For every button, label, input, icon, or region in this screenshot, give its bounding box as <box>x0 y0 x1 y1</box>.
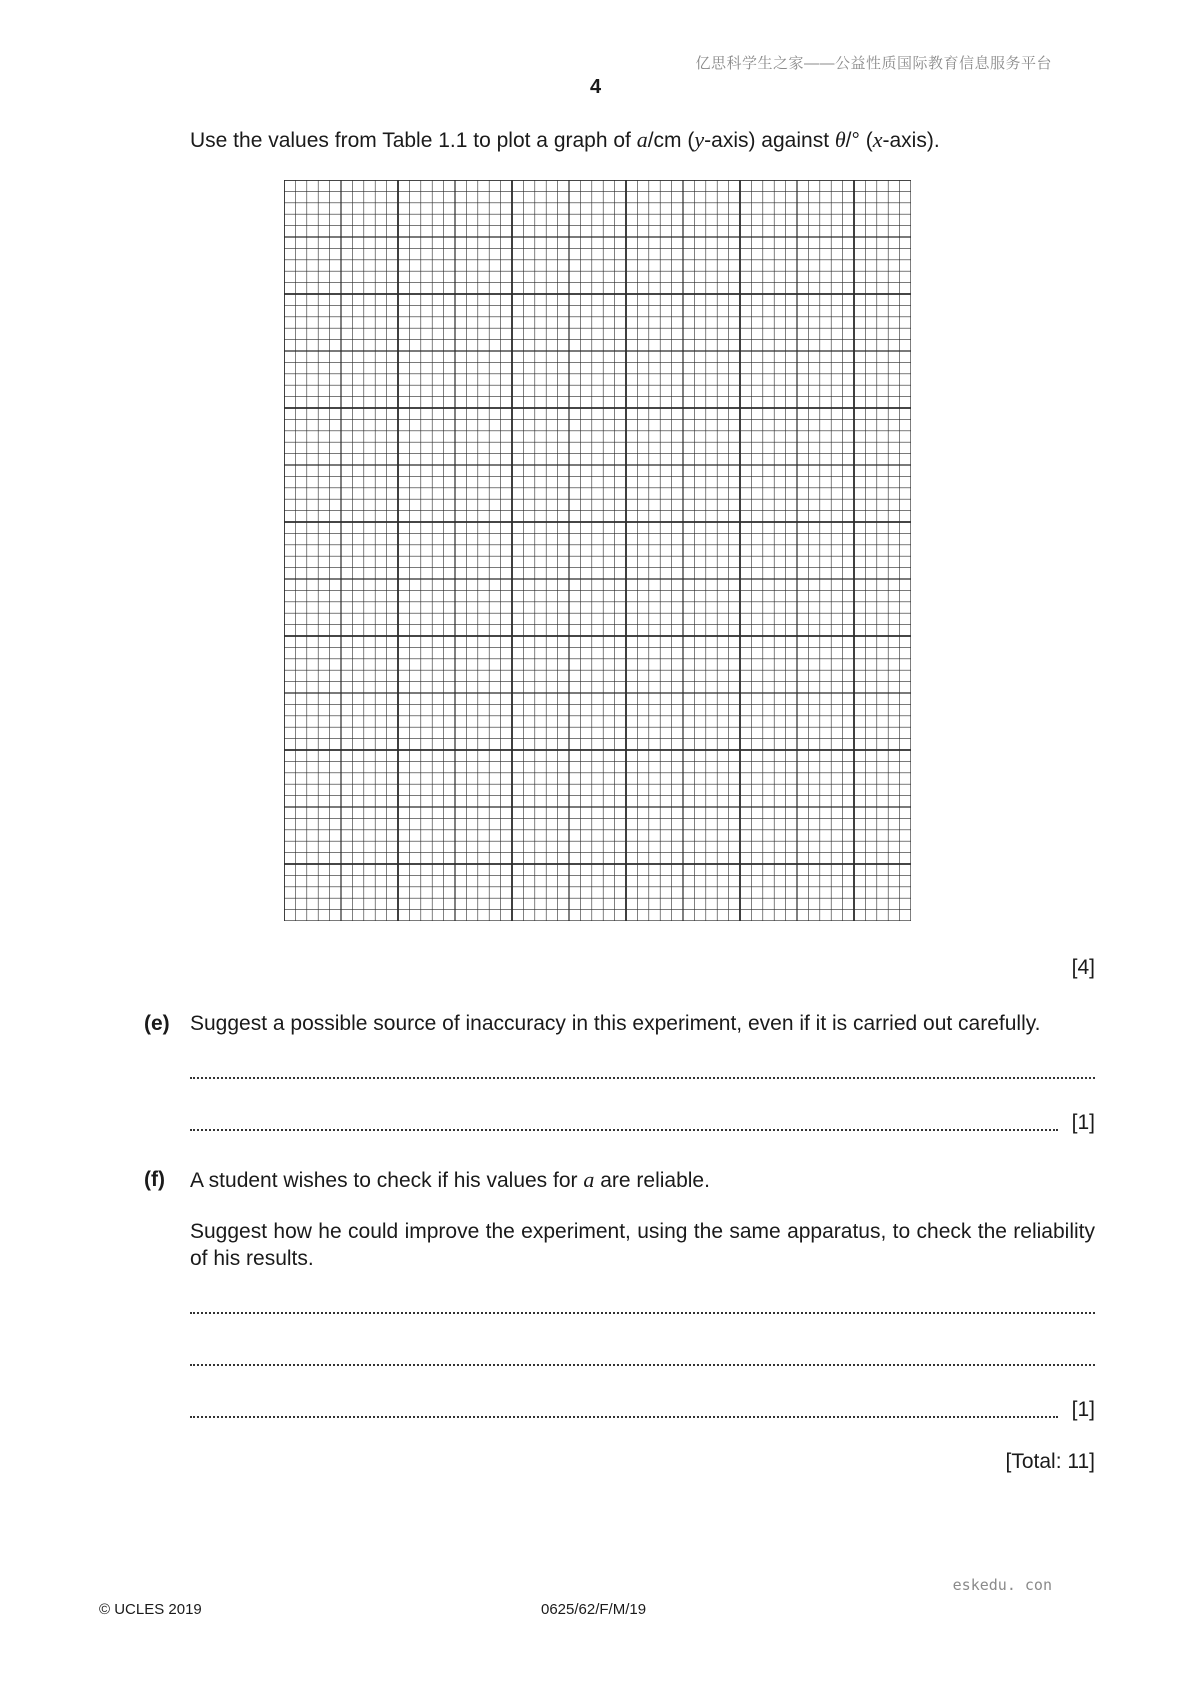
question-f-marks: [1] <box>1071 1398 1095 1421</box>
graph-paper-grid[interactable] <box>284 180 911 921</box>
question-f-text-2: Suggest how he could improve the experiment, using the same apparatus, to check the reliability of his results. <box>190 1220 1095 1270</box>
graph-instruction: Use the values from Table 1.1 to plot a graph of a/cm (y-axis) against θ/° (x-axis). <box>190 127 940 152</box>
answer-line[interactable] <box>190 1296 1095 1318</box>
copyright: © UCLES 2019 <box>99 1601 202 1618</box>
question-f-label: (f) <box>144 1168 165 1191</box>
question-e-marks: [1] <box>1071 1111 1095 1134</box>
answer-line[interactable] <box>190 1113 1095 1135</box>
paper-code: 0625/62/F/M/19 <box>541 1601 647 1618</box>
footer-watermark: eskedu. con <box>952 1576 1052 1594</box>
question-e-label: (e) <box>144 1012 170 1035</box>
header-watermark: 亿思科学生之家——公益性质国际教育信息服务平台 <box>695 55 1052 72</box>
total-marks: [Total: 11] <box>1005 1450 1095 1473</box>
graph-marks: [4] <box>1071 956 1095 979</box>
page-number: 4 <box>589 76 602 98</box>
question-f-text: A student wishes to check if his values for a are reliable. <box>190 1167 710 1192</box>
answer-line[interactable] <box>190 1348 1095 1370</box>
answer-line[interactable] <box>190 1061 1095 1083</box>
question-e-text: Suggest a possible source of inaccuracy in this experiment, even if it is carried out carefully. <box>190 1012 1041 1035</box>
answer-line[interactable] <box>190 1400 1095 1422</box>
